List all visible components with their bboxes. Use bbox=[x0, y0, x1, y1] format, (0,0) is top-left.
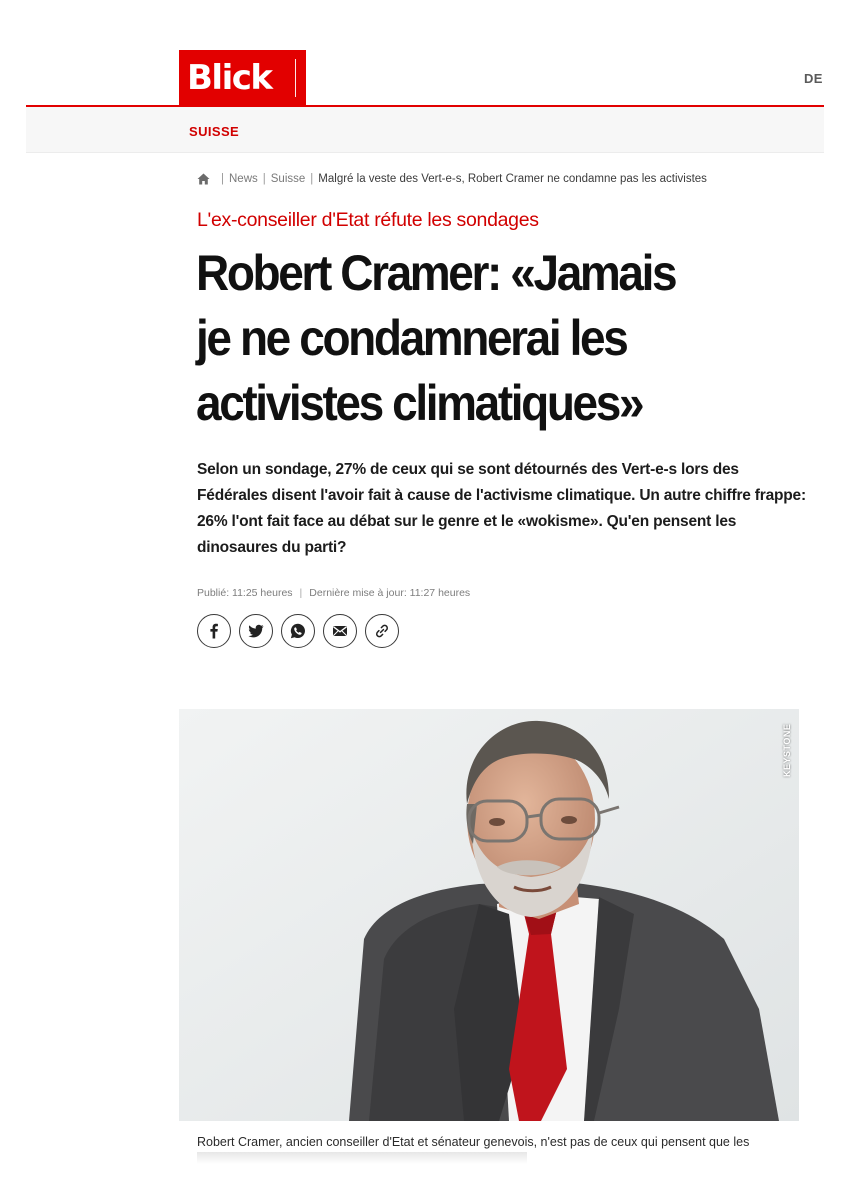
breadcrumb-separator: | bbox=[221, 173, 224, 185]
link-icon bbox=[374, 623, 390, 639]
logo-text: Blick bbox=[187, 57, 272, 98]
home-icon[interactable] bbox=[197, 173, 210, 185]
share-whatsapp-button[interactable] bbox=[281, 614, 315, 648]
caption-fade bbox=[197, 1152, 527, 1164]
mail-icon bbox=[332, 623, 348, 639]
twitter-icon bbox=[248, 623, 264, 639]
share-facebook-button[interactable] bbox=[197, 614, 231, 648]
article-kicker: L'ex-conseiller d'Etat réfute les sondages bbox=[197, 209, 539, 231]
blick-logo[interactable] bbox=[179, 50, 306, 105]
share-link-button[interactable] bbox=[365, 614, 399, 648]
headline-line: Robert Cramer: «Jamais bbox=[196, 245, 676, 301]
breadcrumb-suisse[interactable]: Suisse bbox=[270, 173, 306, 185]
breadcrumb-news[interactable]: News bbox=[229, 173, 258, 185]
headline-line: je ne condamnerai les bbox=[196, 310, 627, 366]
article-headline bbox=[196, 241, 748, 436]
article-meta bbox=[197, 587, 470, 599]
image-caption: Robert Cramer, ancien conseiller d'Etat et sénateur genevois, n'est pas de ceux qui pensent que les bbox=[197, 1135, 750, 1149]
meta-separator: | bbox=[299, 587, 303, 599]
facebook-icon bbox=[206, 623, 222, 639]
section-link-suisse[interactable]: SUISSE bbox=[189, 124, 240, 139]
logo-divider bbox=[295, 59, 297, 97]
share-bar bbox=[197, 614, 399, 648]
breadcrumb-current: Malgré la veste des Vert-e-s, Robert Cramer ne condamne pas les activistes bbox=[318, 173, 707, 185]
share-twitter-button[interactable] bbox=[239, 614, 273, 648]
updated-time: Dernière mise à jour: 11:27 heures bbox=[309, 587, 471, 599]
section-nav-bar bbox=[26, 107, 824, 153]
breadcrumb-separator: | bbox=[262, 173, 266, 185]
published-time: Publié: 11:25 heures bbox=[197, 587, 293, 599]
share-mail-button[interactable] bbox=[323, 614, 357, 648]
whatsapp-icon bbox=[290, 623, 306, 639]
language-switch[interactable]: DE bbox=[804, 71, 823, 86]
article-image[interactable] bbox=[179, 709, 799, 1121]
breadcrumb bbox=[197, 171, 707, 187]
breadcrumb-separator: | bbox=[310, 173, 314, 185]
image-credit: KEYSTONE bbox=[782, 723, 792, 777]
headline-line: activistes climatiques» bbox=[196, 375, 643, 431]
portrait-illustration bbox=[179, 709, 799, 1121]
article-lead: Selon un sondage, 27% de ceux qui se sont détournés des Vert-e-s lors des Fédérales disent l'avoir fait à cause de l'activisme climatique. Un autre chiffre frappe: 26% l'ont fait face au débat sur le genre et le «wokisme». Qu'en pensent les dinosaures du parti? bbox=[197, 461, 806, 556]
